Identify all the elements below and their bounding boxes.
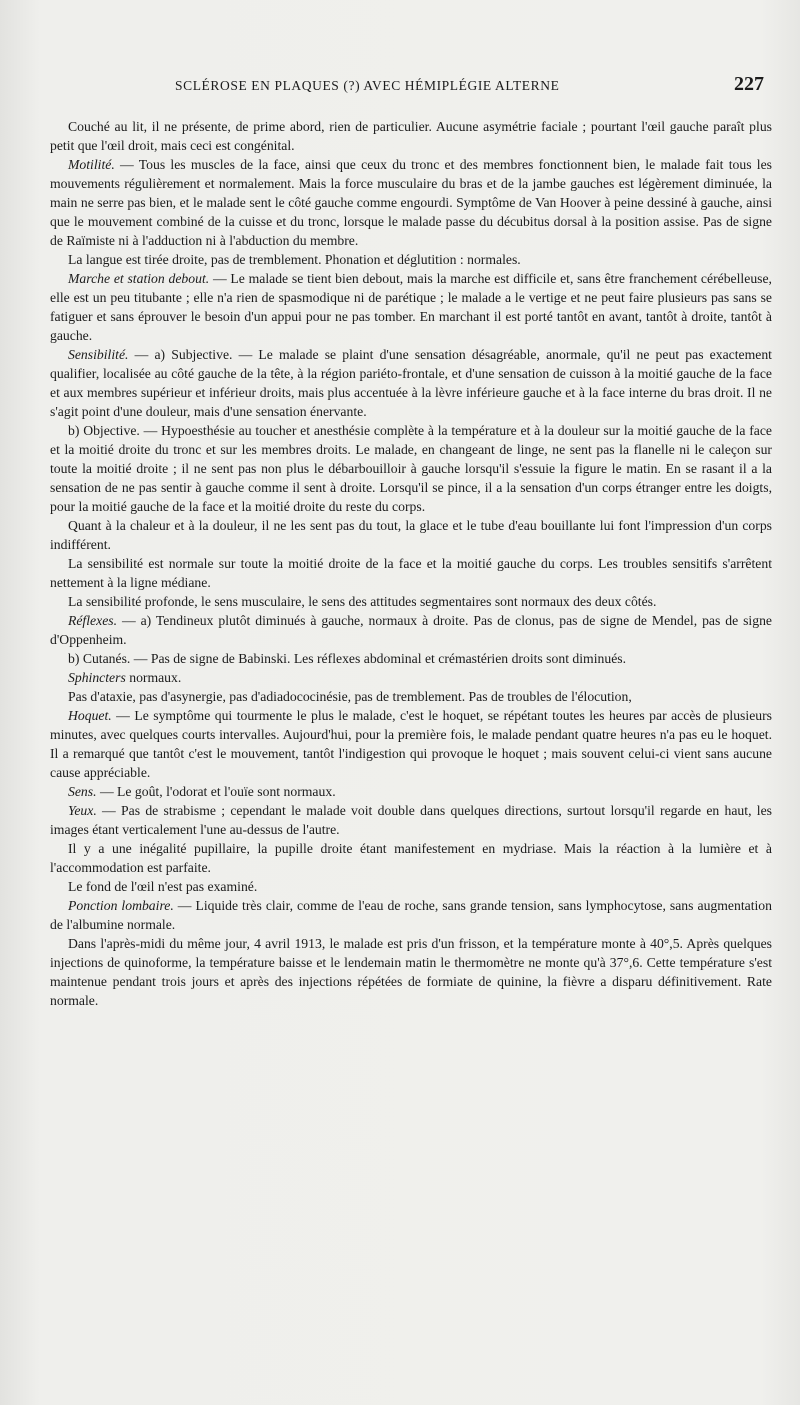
paragraph (50, 687, 772, 706)
paragraph-text: — Tous les muscles de la face, ainsi que ceux du tronc et des membres fonctionnent bien, le malade fait tous les mouvements régulièrement et normalement. Mais la force musculaire du bras et de la jambe gauches est légèrement diminuée, la main ne serre pas bien, et le malade sent le côté gauche comme engourdi. Symptôme de Van Hoover à peine dessiné à gauche, ainsi que le mouvement combiné de la cuisse et du tronc, lorsque le malade passe du décubitus dorsal à la position assise. Pas de signe de Raïmiste ni à l'adduction ni à l'abduction du membre. (50, 157, 772, 248)
paragraph-text: b) Cutanés. — Pas de signe de Babinski. Les réflexes abdominal et crémastérien droits sont diminués. (68, 651, 627, 666)
paragraph-text: — Liquide très clair, comme de l'eau de roche, sans grande tension, sans lymphocytose, sans augmentation de l'albumine normale. (50, 898, 772, 932)
paragraph-text: Pas d'ataxie, pas d'asynergie, pas d'adiadococinésie, pas de tremblement. Pas de troubles de l'élocution, (68, 689, 632, 704)
paragraph (50, 250, 772, 269)
paragraph-lead: Réflexes. (68, 613, 118, 628)
paragraph (50, 801, 772, 839)
paragraph (50, 782, 772, 801)
paragraph-lead: Sensibilité. (68, 347, 129, 362)
page-header (0, 73, 800, 100)
page-body (50, 117, 772, 1010)
paragraph (50, 516, 772, 554)
paragraph-text: Le fond de l'œil n'est pas examiné. (68, 879, 258, 894)
paragraph (50, 896, 772, 934)
paragraph-text: Couché au lit, il ne présente, de prime abord, rien de particulier. Aucune asymétrie faciale ; pourtant l'œil gauche paraît plus petit que l'œil droit, mais ceci est congénital. (50, 119, 772, 153)
paragraph (50, 421, 772, 516)
paragraph-text: normaux. (125, 670, 182, 685)
paragraph (50, 345, 772, 421)
paragraph-text: — Le symptôme qui tourmente le plus le malade, c'est le hoquet, se répétant toutes les heures par accès de plusieurs minutes, avec quelques courts intervalles. Aujourd'hui, pour la première fois, le malade pendant quatre heures n'a pas eu le hoquet. Il a remarqué que tantôt c'est le mouvement, tantôt l'indigestion qui provoque le hoquet ; mais souvent celui-ci vient sans aucune cause appréciable. (50, 708, 772, 780)
paragraph (50, 877, 772, 896)
paragraph (50, 706, 772, 782)
paragraph-text: La sensibilité profonde, le sens musculaire, le sens des attitudes segmentaires sont normaux des deux côtés. (68, 594, 657, 609)
paragraph (50, 554, 772, 592)
paragraph-lead: Marche et station debout. (68, 271, 210, 286)
running-title: SCLÉROSE EN PLAQUES (?) AVEC HÉMIPLÉGIE ALTERNE (175, 78, 560, 93)
paragraph (50, 839, 772, 877)
paragraph-text: Il y a une inégalité pupillaire, la pupille droite étant manifestement en mydriase. Mais la réaction à la lumière et à l'accommodation est parfaite. (50, 841, 772, 875)
paragraph-lead: Sens. (68, 784, 97, 799)
paragraph-text: La sensibilité est normale sur toute la moitié droite de la face et la moitié gauche du corps. Les troubles sensitifs s'arrêtent nettement à la ligne médiane. (50, 556, 772, 590)
paragraph (50, 611, 772, 649)
paragraph (50, 155, 772, 250)
paragraph-text: — a) Tendineux plutôt diminués à gauche, normaux à droite. Pas de clonus, pas de signe de Mendel, pas de signe d'Oppenheim. (50, 613, 772, 647)
paragraph-text: Dans l'après-midi du même jour, 4 avril 1913, le malade est pris d'un frisson, et la température monte à 40°,5. Après quelques injections de quinoforme, la température baisse et le lendemain matin le thermomètre ne monte qu'à 37°,6. Cette température s'est maintenue pendant trois jours et après des injections répétées de formiate de quinine, la fièvre a disparu définitivement. Rate normale. (50, 936, 772, 1008)
paragraph-lead: Ponction lombaire. (68, 898, 174, 913)
paragraph-text: — Pas de strabisme ; cependant le malade voit double dans quelques directions, surtout lorsqu'il regarde en haut, les images étant verticalement l'une au-dessus de l'autre. (50, 803, 772, 837)
paragraph (50, 668, 772, 687)
paragraph-text: — a) Subjective. — Le malade se plaint d'une sensation désagréable, anormale, qu'il ne peut pas exactement qualifier, localisée au côté gauche de la tête, à la région pariéto-frontale, et d'une sensation de cuisson à la moitié gauche de la face et aux membres supérieur et inférieur droits, mais plus accentuée à la lèvre inférieure gauche et à la face interne du bras droit. Il ne s'agit point d'une douleur, mais d'une sensation énervante. (50, 347, 772, 419)
paragraph (50, 269, 772, 345)
paragraph-lead: Sphincters (68, 670, 126, 685)
paragraph-lead: Motilité. (68, 157, 115, 172)
paragraph (50, 117, 772, 155)
paragraph-text: — Le malade se tient bien debout, mais la marche est difficile et, sans être franchement cérébelleuse, elle est un peu titubante ; elle n'a rien de spasmodique ni de parétique ; le malade a le vertige et ne peut faire plusieurs pas sans se fatiguer et sans éprouver le besoin d'un appui pour ne pas tomber. En marchant il est porté tantôt en avant, tantôt à droite, tantôt à gauche. (50, 271, 772, 343)
paragraph (50, 649, 772, 668)
paragraph (50, 934, 772, 1010)
paragraph-text: Quant à la chaleur et à la douleur, il ne les sent pas du tout, la glace et le tube d'eau bouillante lui font l'impression d'un corps indifférent. (50, 518, 772, 552)
page-number: 227 (734, 73, 764, 95)
paragraph-text: b) Objective. — Hypoesthésie au toucher et anesthésie complète à la température et à la douleur sur la moitié gauche de la face et la moitié droite du tronc et sur les membres droits. Le malade, en changeant de linge, ne sent pas la flanelle ni le caleçon sur toute la moitié droite ; il ne sent pas non plus le débarbouilloir à gauche lorsqu'il s'essuie la figure le matin. En se rasant il a la sensation de ne pas sentir à gauche comme il sent à droite. Lorsqu'il se pince, il a la sensation d'un corps étranger entre les doigts, pour la moitié gauche de la face et la moitié droite du reste du corps. (50, 423, 772, 514)
paragraph (50, 592, 772, 611)
paragraph-text: — Le goût, l'odorat et l'ouïe sont normaux. (96, 784, 336, 799)
paragraph-lead: Hoquet. (68, 708, 112, 723)
paragraph-text: La langue est tirée droite, pas de tremblement. Phonation et déglutition : normales. (68, 252, 521, 267)
paragraph-lead: Yeux. (68, 803, 97, 818)
